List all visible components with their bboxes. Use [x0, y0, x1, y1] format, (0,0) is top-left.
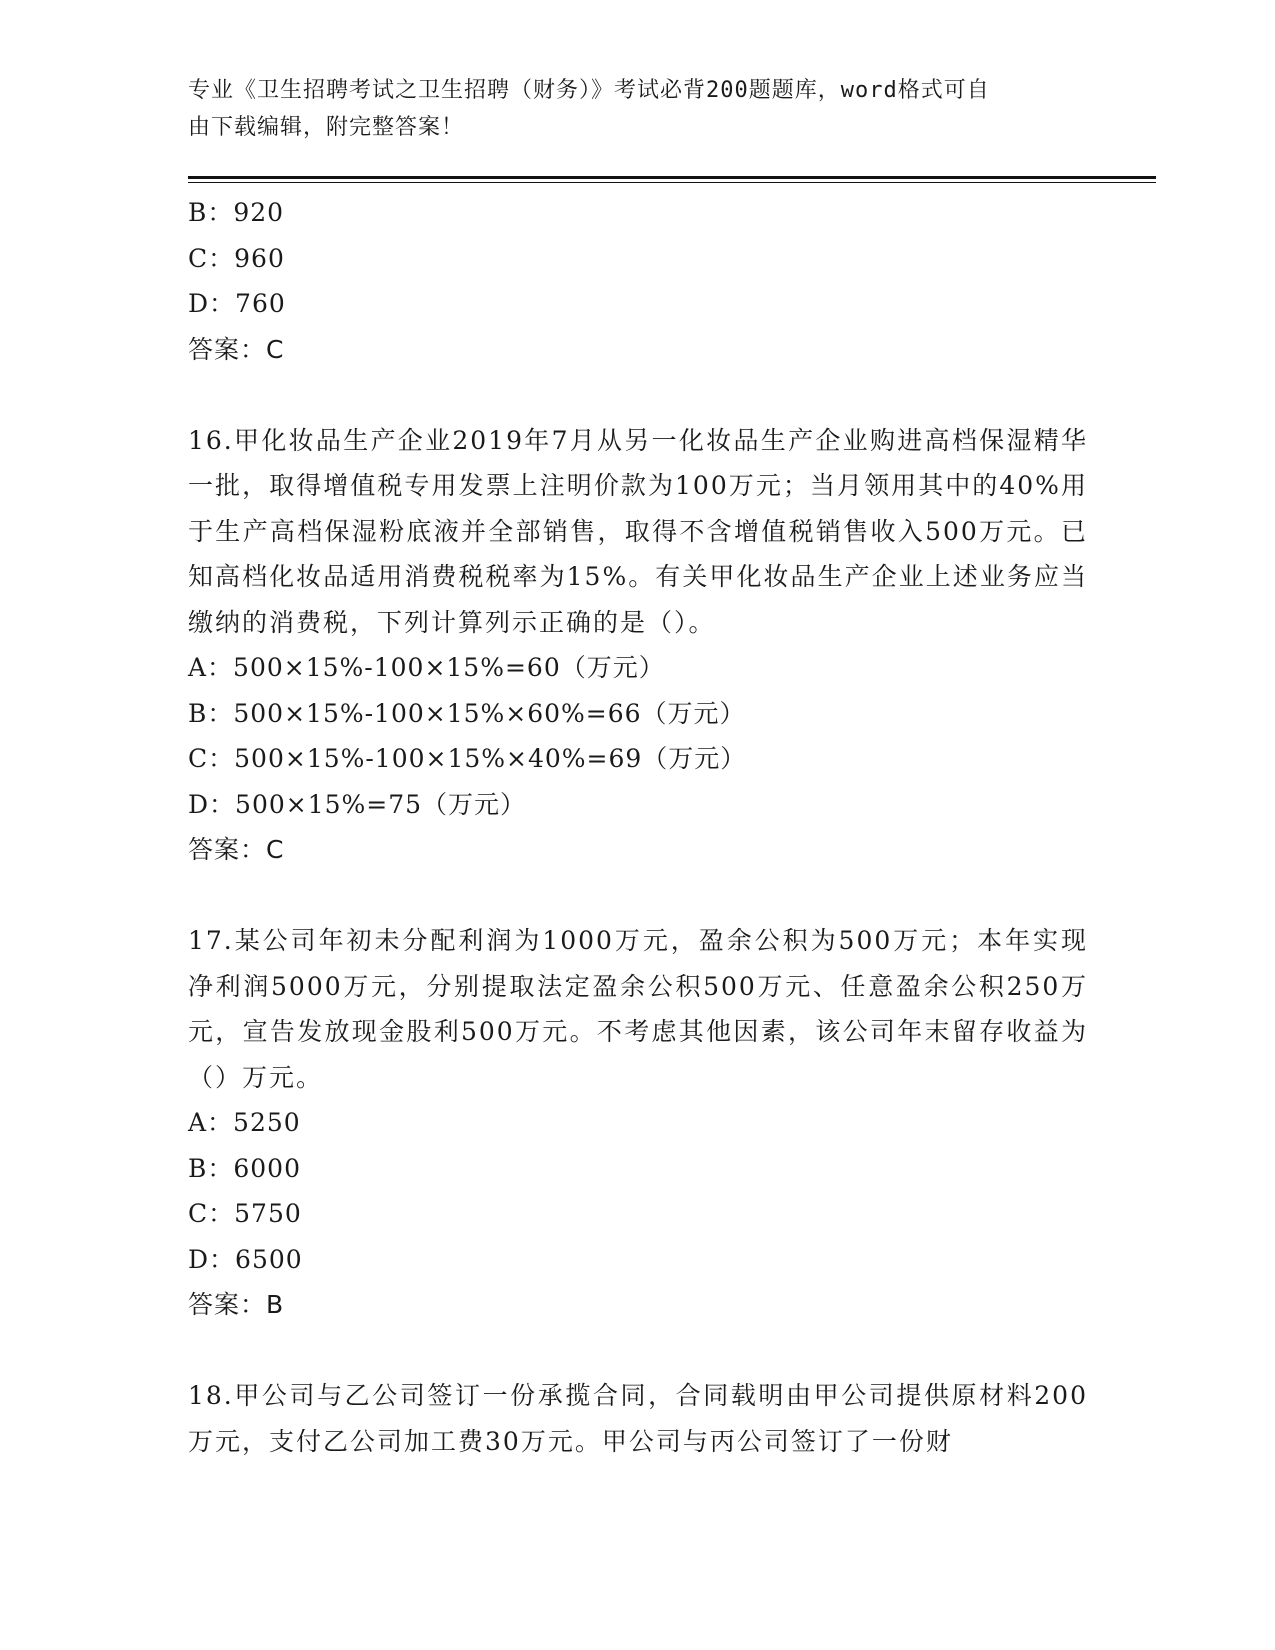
option-d: D：6500 — [188, 1244, 303, 1274]
question-15-continued — [188, 190, 1088, 372]
header-divider-thin — [188, 182, 1156, 183]
question-list — [188, 190, 1088, 1464]
option-c: C：500×15%-100×15%×40%=69（万元） — [188, 744, 747, 773]
answer-line: 答案：C — [188, 334, 285, 364]
option-d: D：500×15%=75（万元） — [188, 789, 527, 819]
header-line-1: 专业《卫生招聘考试之卫生招聘（财务）》考试必背200题题库，word格式可自 — [188, 78, 990, 103]
option-a: A：5250 — [188, 1108, 301, 1137]
question-stem: 17.某公司年初未分配利润为1000万元，盈余公积为500万元；本年实现净利润5000万元，分别提取法定盈余公积500万元、任意盈余公积250万元，宣告发放现金股利500万元。不考虑其他因素，该公司年末留存收益为（）万元。 — [188, 926, 1088, 1092]
question-18 — [188, 1373, 1088, 1464]
option-b: B：500×15%-100×15%×60%=66（万元） — [188, 698, 746, 728]
question-17 — [188, 918, 1088, 1328]
option-d: D：760 — [188, 289, 286, 318]
answer-line: 答案：C — [188, 835, 285, 864]
spacer — [188, 372, 1088, 418]
option-b: B：920 — [188, 198, 285, 227]
option-c: C：960 — [188, 243, 285, 273]
question-16 — [188, 418, 1088, 873]
question-stem: 18.甲公司与乙公司签订一份承揽合同，合同载明由甲公司提供原材料200万元，支付乙公司加工费30万元。甲公司与丙公司签订了一份财 — [188, 1381, 1088, 1456]
spacer — [188, 873, 1088, 919]
header-divider-thick — [188, 176, 1156, 179]
option-c: C：5750 — [188, 1199, 302, 1228]
spacer — [188, 1328, 1088, 1374]
answer-line: 答案：B — [188, 1290, 285, 1319]
option-b: B：6000 — [188, 1153, 301, 1183]
document-header — [188, 72, 1068, 146]
option-a: A：500×15%-100×15%=60（万元） — [188, 653, 665, 682]
header-line-2: 由下载编辑，附完整答案！ — [188, 115, 465, 140]
question-stem: 16.甲化妆品生产企业2019年7月从另一化妆品生产企业购进高档保湿精华一批，取得增值税专用发票上注明价款为100万元；当月领用其中的40%用于生产高档保湿粉底液并全部销售，取得不含增值税销售收入500万元。已知高档化妆品适用消费税税率为15%。有关甲化妆品生产企业上述业务应当缴纳的消费税，下列计算列示正确的是（）。 — [188, 425, 1088, 637]
